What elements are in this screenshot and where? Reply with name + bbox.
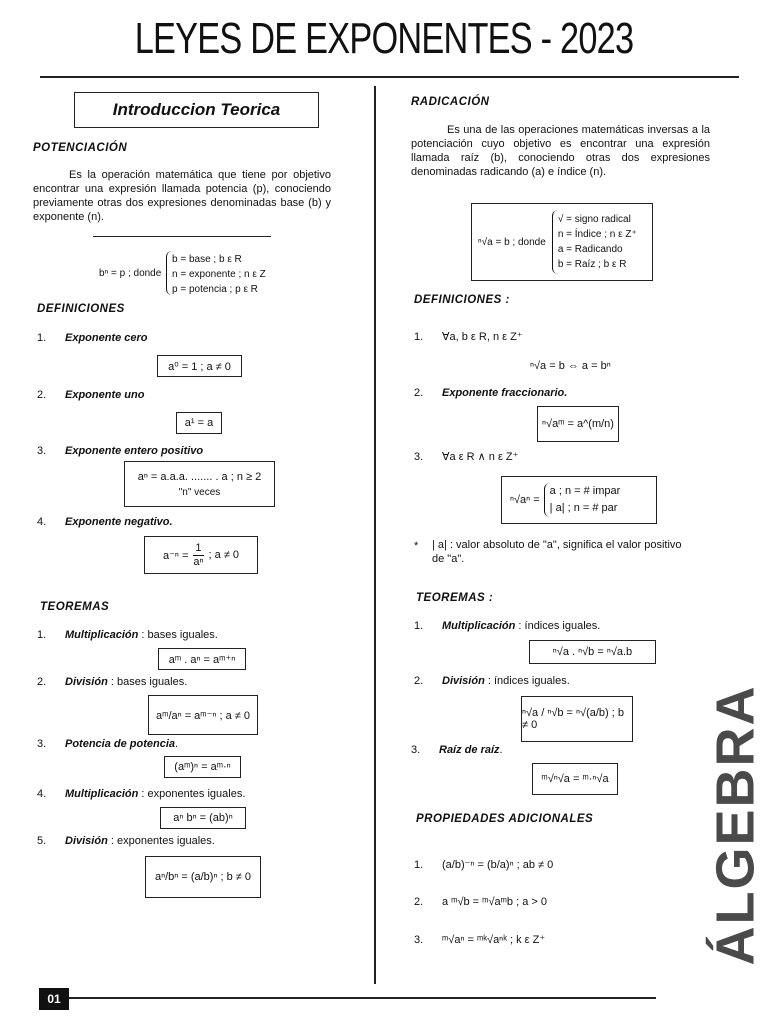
def-num: 3. bbox=[414, 451, 424, 463]
pot-def: p = potencia ; p ε R bbox=[172, 284, 258, 295]
def-formula-right: ; a ≠ 0 bbox=[208, 549, 240, 561]
teorema-num: 2. bbox=[37, 676, 47, 688]
teoremas-heading: TEOREMAS bbox=[40, 601, 110, 613]
propiedad-formula: (a/b)⁻ⁿ = (b/a)ⁿ ; ab ≠ 0 bbox=[442, 859, 554, 871]
teorema-item bbox=[37, 788, 245, 800]
teorema-item bbox=[414, 620, 600, 632]
teorema-formula: aⁿ/bⁿ = (a/b)ⁿ ; b ≠ 0 bbox=[145, 856, 261, 898]
teorema-formula: (aᵐ)ⁿ = aᵐ·ⁿ bbox=[164, 756, 241, 778]
rad-formula: ⁿ√a = b ; donde bbox=[478, 236, 546, 248]
page-number: 01 bbox=[39, 988, 69, 1010]
def-item bbox=[414, 450, 518, 463]
teorema-desc: : exponentes iguales. bbox=[141, 788, 246, 800]
teorema-label: División bbox=[442, 675, 485, 687]
teorema-label: Multiplicación bbox=[65, 788, 139, 800]
propiedades-heading: PROPIEDADES ADICIONALES bbox=[416, 813, 594, 825]
rad-defs bbox=[558, 212, 637, 272]
propiedad-item bbox=[414, 858, 553, 871]
teorema-item bbox=[37, 835, 215, 847]
definiciones-heading: DEFINICIONES : bbox=[414, 294, 510, 306]
teorema-formula: ⁿ√a / ⁿ√b = ⁿ√(a/b) ; b ≠ 0 bbox=[521, 696, 633, 742]
teorema-desc: : exponentes iguales. bbox=[110, 835, 215, 847]
teorema-num: 3. bbox=[411, 744, 421, 756]
rad-def: √ = signo radical bbox=[557, 214, 631, 225]
teorema-label: Multiplicación bbox=[65, 629, 139, 641]
side-label-box bbox=[700, 684, 768, 966]
rad-def: a = Radicando bbox=[557, 244, 623, 255]
teorema-item bbox=[411, 744, 503, 756]
def-num: 3. bbox=[37, 445, 47, 457]
pot-def: b = base ; b ε R bbox=[172, 254, 242, 265]
def-num: 2. bbox=[37, 389, 47, 401]
teoremas-heading: TEOREMAS : bbox=[416, 592, 494, 604]
page-title: LEYES DE EXPONENTES - 2023 bbox=[134, 14, 634, 63]
teorema-item bbox=[37, 738, 178, 750]
def-item bbox=[414, 387, 567, 399]
teorema-num: 4. bbox=[37, 788, 47, 800]
radicacion-text: Es una de las operaciones matemáticas inversas a la potenciación cuyo objetivo es encontrar una expresión llamada raíz (b), conociendo otras dos expresiones denominadas radicando (a) e índice (n). bbox=[411, 124, 710, 178]
teorema-formula: ⁿ√a . ⁿ√b = ⁿ√a.b bbox=[529, 640, 656, 664]
def-formula: ⁿ√a = b ⇔ a = bⁿ bbox=[530, 360, 611, 372]
propiedad-item bbox=[414, 896, 547, 908]
teorema-formula: ᵐ√ⁿ√a = ᵐ·ⁿ√a bbox=[532, 763, 618, 795]
note-star: * bbox=[414, 540, 419, 552]
teorema-item bbox=[37, 676, 187, 688]
def-item bbox=[37, 445, 203, 457]
side-label: ÁLGEBRA bbox=[705, 684, 765, 966]
rad-def: n = Índice ; n ε Z⁺ bbox=[557, 229, 637, 240]
teorema-label: Potencia de potencia bbox=[65, 738, 176, 750]
def-item bbox=[37, 389, 144, 401]
teorema-label: División bbox=[65, 835, 108, 847]
definiciones-heading: DEFINICIONES bbox=[37, 303, 125, 315]
denominator: aⁿ bbox=[193, 555, 204, 568]
def-cases bbox=[550, 483, 621, 517]
def-formula: ⁿ√aᵐ = a^(m/n) bbox=[537, 406, 619, 442]
teorema-formula: aᵐ/aⁿ = aᵐ⁻ⁿ ; a ≠ 0 bbox=[148, 695, 258, 735]
def-formula: a⁰ = 1 ; a ≠ 0 bbox=[157, 355, 242, 377]
propiedad-num: 2. bbox=[414, 896, 424, 908]
def-num: 2. bbox=[414, 387, 424, 399]
potenciacion-text: Es la operación matemática que tiene por objetivo encontrar una expresión llamada potencia (p), conociendo previamente otras dos expresiones denominadas base (b) y exponente (n). bbox=[33, 169, 331, 223]
teorema-num: 1. bbox=[414, 620, 424, 632]
teorema-desc: : bases iguales. bbox=[110, 676, 188, 688]
def-cond: ∀a, b ε R, n ε Z⁺ bbox=[442, 331, 523, 343]
teorema-label: División bbox=[65, 676, 108, 688]
def-cond: ∀a ε R ∧ n ε Z⁺ bbox=[442, 451, 519, 463]
def-label: Exponente cero bbox=[65, 332, 148, 344]
teorema-item bbox=[37, 629, 218, 641]
def-num: 1. bbox=[37, 332, 47, 344]
def-formula-box bbox=[144, 536, 258, 574]
note-text: | a| : valor absoluto de "a", significa el valor positivo de "a". bbox=[432, 539, 682, 565]
pot-def: n = exponente ; n ε Z bbox=[172, 269, 266, 280]
def-num: 4. bbox=[37, 516, 47, 528]
def-formula-left: a⁻ⁿ = bbox=[162, 549, 189, 562]
propiedad-item bbox=[414, 933, 545, 946]
potenciacion-heading: POTENCIACIÓN bbox=[33, 142, 128, 154]
propiedad-formula: ᵐ√aⁿ = ᵐᵏ√aⁿᵏ ; k ε Z⁺ bbox=[442, 934, 546, 946]
teorema-formula: aᵐ . aⁿ = aᵐ⁺ⁿ bbox=[158, 648, 246, 670]
def-label: Exponente uno bbox=[65, 389, 145, 401]
def-item bbox=[414, 330, 523, 343]
teorema-label: Raíz de raíz bbox=[439, 744, 500, 756]
numerator: 1 bbox=[195, 541, 202, 554]
def-num: 1. bbox=[414, 331, 424, 343]
rad-box bbox=[471, 203, 653, 281]
def-label: Exponente fraccionario. bbox=[442, 387, 568, 399]
def-formula-box bbox=[501, 476, 657, 524]
teorema-desc: : bases iguales. bbox=[141, 629, 218, 641]
def-note: "n" veces bbox=[178, 486, 221, 498]
def-formula: ⁿ√aⁿ = bbox=[510, 494, 540, 506]
def-formula: aⁿ = a.a.a. ....... . a ; n ≥ 2 bbox=[137, 470, 262, 483]
def-item bbox=[37, 332, 148, 344]
rad-def: b = Raíz ; b ε R bbox=[557, 259, 627, 270]
column-divider bbox=[374, 86, 376, 984]
def-case: | a| ; n = # par bbox=[549, 502, 618, 514]
def-label: Exponente entero positivo bbox=[65, 445, 204, 457]
teorema-num: 2. bbox=[414, 675, 424, 687]
def-formula: a¹ = a bbox=[176, 412, 222, 434]
teorema-num: 1. bbox=[37, 629, 47, 641]
pot-defs bbox=[172, 252, 266, 297]
propiedad-num: 1. bbox=[414, 859, 424, 871]
teorema-desc: . bbox=[175, 738, 179, 750]
propiedad-num: 3. bbox=[414, 934, 424, 946]
section-rule bbox=[93, 236, 271, 237]
def-item bbox=[37, 516, 173, 528]
intro-box: Introduccion Teorica bbox=[74, 92, 319, 128]
def-label: Exponente negativo. bbox=[65, 516, 173, 528]
teorema-desc: . bbox=[499, 744, 503, 756]
def-case: a ; n = # impar bbox=[549, 485, 621, 497]
teorema-num: 5. bbox=[37, 835, 47, 847]
teorema-formula: aⁿ bⁿ = (ab)ⁿ bbox=[160, 807, 246, 829]
teorema-item bbox=[414, 675, 570, 687]
pot-formula: bⁿ = p ; donde bbox=[99, 268, 162, 279]
footer-rule bbox=[69, 997, 656, 999]
teorema-num: 3. bbox=[37, 738, 47, 750]
def-formula-box bbox=[124, 461, 275, 507]
teorema-label: Multiplicación bbox=[442, 620, 516, 632]
teorema-desc: : índices iguales. bbox=[518, 620, 601, 632]
radicacion-heading: RADICACIÓN bbox=[411, 96, 490, 108]
teorema-desc: : índices iguales. bbox=[487, 675, 570, 687]
title-rule bbox=[40, 76, 739, 78]
fraction bbox=[191, 542, 205, 569]
propiedad-formula: a ᵐ√b = ᵐ√aᵐb ; a > 0 bbox=[442, 896, 547, 908]
